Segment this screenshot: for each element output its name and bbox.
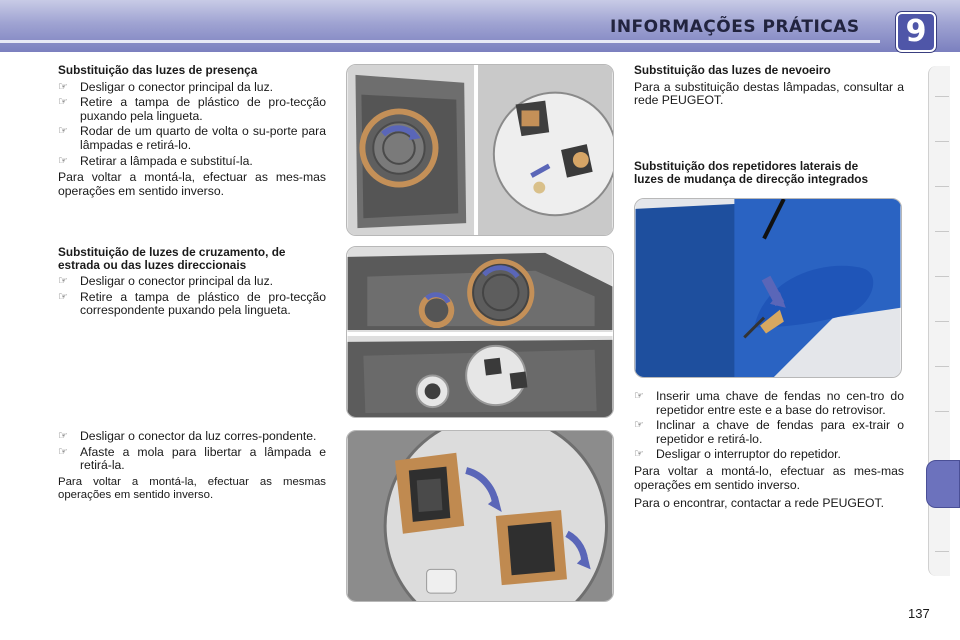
- pointing-hand-icon: ☞: [58, 430, 68, 442]
- header-rule: [0, 40, 880, 43]
- pointing-hand-icon: ☞: [58, 80, 68, 93]
- chapter-tab-active[interactable]: [926, 460, 960, 508]
- reassembly-note: Para voltar a montá-lo, efectuar as mes-mas operações em sentido inverso.: [634, 463, 904, 492]
- section-bulb-removal: [58, 428, 326, 502]
- pointing-hand-icon: ☞: [58, 445, 68, 458]
- headlamp-cover-illustration: [346, 246, 614, 418]
- instruction-list: [634, 390, 904, 462]
- pointing-hand-icon: ☞: [634, 390, 644, 402]
- tab-divider: [935, 276, 949, 277]
- sidelight-drawing: [347, 65, 613, 235]
- instruction-item: ☞ Inserir uma chave de fendas no cen-tro do repetidor entre este e a base do retrovisor.: [634, 389, 904, 417]
- foglamp-text: Para a substituição destas lâmpadas, consultar a rede PEUGEOT.: [634, 79, 904, 108]
- tab-divider: [935, 366, 949, 367]
- section-sidelights: [58, 64, 326, 198]
- section-foglamps: [634, 64, 904, 108]
- instruction-item: ☞ Retirar a lâmpada e substituí-la.: [58, 153, 253, 168]
- instruction-item: ☞ Retire a tampa de plástico de pro-tecção correspondente puxando pela lingueta.: [58, 289, 326, 318]
- instruction-list: [58, 275, 326, 318]
- pointing-hand-icon: ☞: [58, 290, 68, 303]
- instruction-item: ☞ Desligar o conector principal da luz.: [58, 274, 274, 289]
- sidelight-illustration: [346, 64, 614, 236]
- instruction-item: ☞ Rodar de um quarto de volta o su-porte para lâmpadas e retirá-lo.: [58, 124, 326, 152]
- tab-divider: [935, 186, 949, 187]
- pointing-hand-icon: ☞: [58, 125, 68, 138]
- mirror-repeater-drawing: [635, 199, 901, 377]
- pointing-hand-icon: ☞: [634, 448, 644, 461]
- section-title: INFORMAÇÕES PRÁTICAS: [610, 17, 860, 37]
- instruction-list: [58, 81, 326, 169]
- bulb-spring-drawing: [347, 431, 613, 601]
- instruction-item: ☞ Desligar o conector da luz corres-pondente.: [58, 429, 317, 443]
- pointing-hand-icon: ☞: [58, 154, 68, 167]
- pointing-hand-icon: ☞: [58, 275, 68, 288]
- section-heading: Substituição das luzes de presença: [58, 63, 258, 77]
- reassembly-note: Para voltar a montá-la, efectuar as mes-mas operações em sentido inverso.: [58, 170, 326, 198]
- chapter-number-badge: 9: [896, 12, 936, 52]
- section-heading: Substituição de luzes de cruzamento, de estrada ou das luzes direccionais: [58, 245, 286, 272]
- repeater-instructions: [634, 388, 904, 511]
- dealer-note: Para o encontrar, contactar a rede PEUGEOT.: [634, 496, 884, 511]
- instruction-item: ☞ Inclinar a chave de fendas para ex-trair o repetidor e retirá-lo.: [634, 418, 904, 446]
- section-heading: Substituição dos repetidores laterais de luzes de mudança de direcção integrados: [634, 159, 869, 186]
- tab-divider: [935, 141, 949, 142]
- pointing-hand-icon: ☞: [58, 96, 68, 109]
- headlamp-cover-drawing: [347, 247, 613, 417]
- tab-divider: [935, 321, 949, 322]
- reassembly-note: Para voltar a montá-la, efectuar as mesmas operações em sentido inverso.: [58, 475, 326, 501]
- instruction-item: ☞ Desligar o conector principal da luz.: [58, 79, 274, 94]
- tab-divider: [935, 411, 949, 412]
- section-heading: Substituição das luzes de nevoeiro: [634, 63, 831, 77]
- mirror-repeater-illustration: [634, 198, 902, 378]
- tab-divider: [935, 96, 949, 97]
- instruction-list: [58, 430, 326, 473]
- tab-divider: [935, 231, 949, 232]
- instruction-item: ☞ Retire a tampa de plástico de pro-tecção puxando pela lingueta.: [58, 95, 326, 123]
- instruction-item: ☞ Afaste a mola para libertar a lâmpada e retirá-la.: [58, 444, 326, 473]
- tab-divider: [935, 551, 949, 552]
- pointing-hand-icon: ☞: [634, 419, 644, 432]
- page-number: 137: [908, 606, 930, 621]
- instruction-item: ☞ Desligar o interruptor do repetidor.: [634, 447, 841, 462]
- section-side-repeaters: [634, 160, 904, 185]
- section-headlamps: [58, 246, 326, 318]
- bulb-spring-illustration: [346, 430, 614, 602]
